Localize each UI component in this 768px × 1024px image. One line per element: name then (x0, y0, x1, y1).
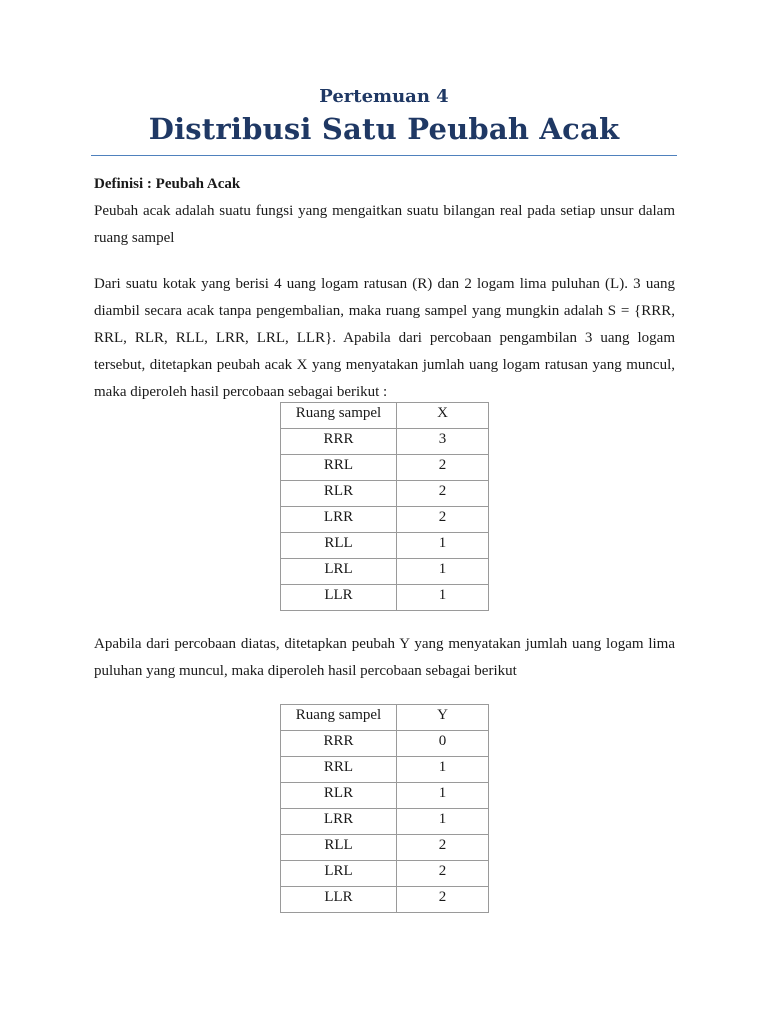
definition-heading: Definisi : Peubah Acak (94, 176, 241, 192)
table-cell: 1 (397, 783, 489, 809)
table-cell: 2 (397, 481, 489, 507)
paragraph-one: Dari suatu kotak yang berisi 4 uang logam ratusan (R) dan 2 logam lima puluhan (L). 3 uang diambil secara acak tanpa pengembalian, maka ruang sampel yang mungkin adalah S = {RRR, RRL, RLR, RLL, LRR, LRL, LLR}. Apabila dari percobaan pengambilan 3 uang logam tersebut, ditetapkan peubah acak X yang menyatakan jumlah uang logam ratusan yang muncul, maka diperoleh hasil percobaan sebagai berikut : (94, 276, 675, 400)
table-cell: RRL (281, 757, 397, 783)
table-y (280, 704, 489, 913)
table-cell: LRR (281, 809, 397, 835)
table-row (281, 481, 489, 507)
table-cell: 0 (397, 731, 489, 757)
table-cell: LLR (281, 585, 397, 611)
table-cell: RLL (281, 835, 397, 861)
table-row (281, 429, 489, 455)
table-cell: 2 (397, 887, 489, 913)
table-row (281, 507, 489, 533)
table-cell: RLR (281, 481, 397, 507)
table-cell: RRR (281, 731, 397, 757)
page-subtitle: Pertemuan 4 (319, 86, 449, 107)
table-cell: 1 (397, 809, 489, 835)
table-row (281, 757, 489, 783)
table-row (281, 533, 489, 559)
table-row (281, 809, 489, 835)
table-header-cell: Y (397, 705, 489, 731)
table-row (281, 861, 489, 887)
page-title: Distribusi Satu Peubah Acak (148, 112, 620, 146)
table-cell: LLR (281, 887, 397, 913)
table-cell: RLL (281, 533, 397, 559)
table-cell: RRR (281, 429, 397, 455)
table-row (281, 887, 489, 913)
table-row (281, 585, 489, 611)
table-cell: 2 (397, 507, 489, 533)
table-cell: 2 (397, 455, 489, 481)
table-row (281, 455, 489, 481)
table-header-row (281, 403, 489, 429)
table-cell: 2 (397, 861, 489, 887)
table-row (281, 835, 489, 861)
paragraph-two: Apabila dari percobaan diatas, ditetapkan peubah Y yang menyatakan jumlah uang logam lima puluhan yang muncul, maka diperoleh hasil percobaan sebagai berikut (94, 636, 675, 679)
definition-text: Peubah acak adalah suatu fungsi yang mengaitkan suatu bilangan real pada setiap unsur dalam ruang sampel (94, 203, 675, 246)
table-x (280, 402, 489, 611)
table-row (281, 783, 489, 809)
table-cell: LRR (281, 507, 397, 533)
table-cell: 1 (397, 757, 489, 783)
table-header-cell: Ruang sampel (281, 705, 397, 731)
table-cell: 1 (397, 585, 489, 611)
table-cell: RRL (281, 455, 397, 481)
table-row (281, 559, 489, 585)
table-header-row (281, 705, 489, 731)
table-header-cell: Ruang sampel (281, 403, 397, 429)
table-row (281, 731, 489, 757)
table-cell: RLR (281, 783, 397, 809)
table-header-cell: X (397, 403, 489, 429)
table-cell: LRL (281, 559, 397, 585)
table-cell: 2 (397, 835, 489, 861)
table-cell: 1 (397, 559, 489, 585)
title-divider (91, 155, 677, 156)
table-cell: 3 (397, 429, 489, 455)
table-cell: LRL (281, 861, 397, 887)
table-cell: 1 (397, 533, 489, 559)
